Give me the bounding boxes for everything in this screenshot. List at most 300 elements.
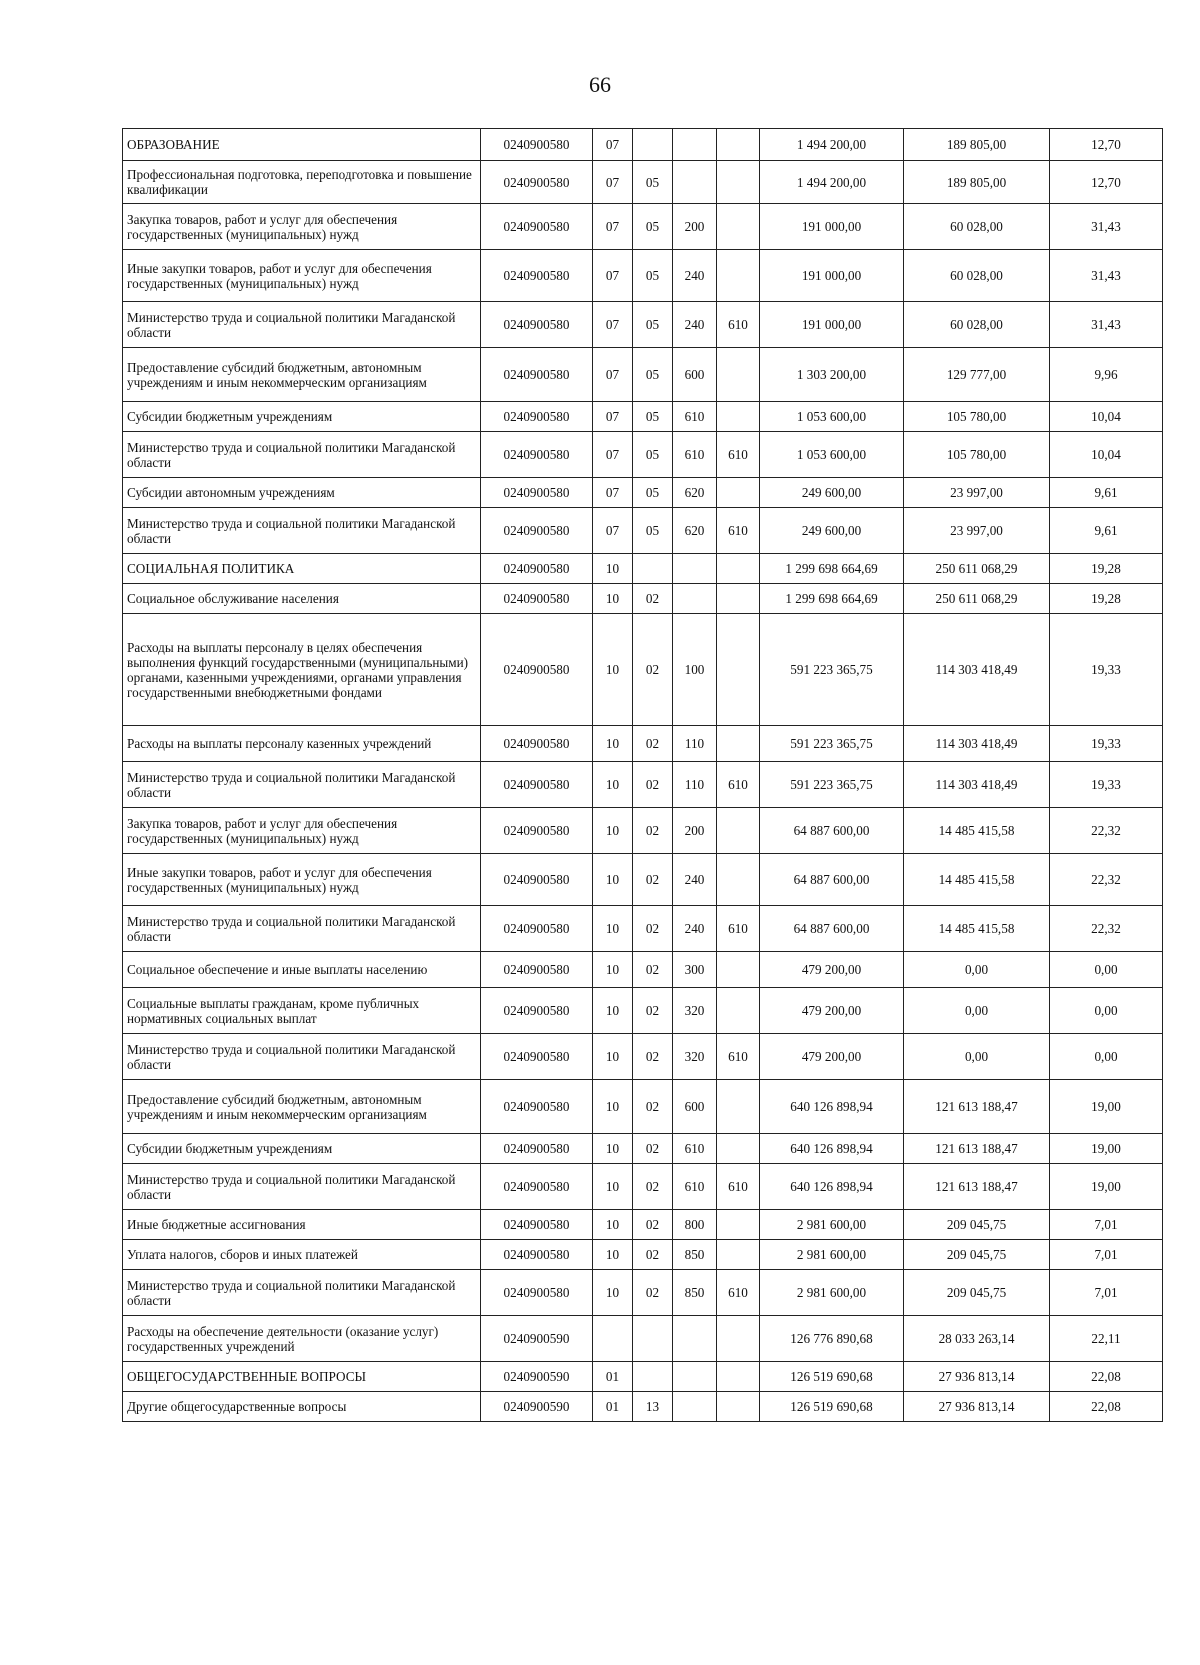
row-execution-percent-cell: 22,32 xyxy=(1050,854,1163,906)
row-executed-amount-cell: 129 777,00 xyxy=(904,348,1050,402)
page-number: 66 xyxy=(589,72,611,97)
row-target-code-cell: 0240900580 xyxy=(481,161,593,204)
row-executed-amount-cell: 209 045,75 xyxy=(904,1240,1050,1270)
row-expense-type-cell: 320 xyxy=(673,988,717,1034)
row-executed-amount-cell: 0,00 xyxy=(904,1034,1050,1080)
row-expense-type-cell: 610 xyxy=(673,402,717,432)
table-row xyxy=(123,302,1163,348)
row-target-code-cell: 0240900580 xyxy=(481,302,593,348)
row-expense-type-cell: 850 xyxy=(673,1270,717,1316)
table-row xyxy=(123,952,1163,988)
row-executed-amount-cell: 189 805,00 xyxy=(904,161,1050,204)
row-target-code-cell: 0240900580 xyxy=(481,808,593,854)
row-administrator-cell xyxy=(717,1392,760,1422)
row-execution-percent-cell: 10,04 xyxy=(1050,402,1163,432)
row-section-cell: 07 xyxy=(593,204,633,250)
row-approved-amount-cell: 249 600,00 xyxy=(760,478,904,508)
row-section-cell: 10 xyxy=(593,1240,633,1270)
row-name-cell: Социальные выплаты гражданам, кроме публичных нормативных социальных выплат xyxy=(123,988,481,1034)
row-executed-amount-cell: 0,00 xyxy=(904,988,1050,1034)
row-executed-amount-cell: 0,00 xyxy=(904,952,1050,988)
row-expense-type-cell: 620 xyxy=(673,478,717,508)
row-execution-percent-cell: 10,04 xyxy=(1050,432,1163,478)
row-target-code-cell: 0240900580 xyxy=(481,1034,593,1080)
table-row xyxy=(123,1316,1163,1362)
row-approved-amount-cell: 1 494 200,00 xyxy=(760,161,904,204)
row-section-cell: 07 xyxy=(593,161,633,204)
row-target-code-cell: 0240900580 xyxy=(481,554,593,584)
row-name-cell: ОБРАЗОВАНИЕ xyxy=(123,129,481,161)
row-approved-amount-cell: 126 519 690,68 xyxy=(760,1362,904,1392)
table-row xyxy=(123,1080,1163,1134)
row-executed-amount-cell: 28 033 263,14 xyxy=(904,1316,1050,1362)
table-row xyxy=(123,348,1163,402)
row-name-cell: Предоставление субсидий бюджетным, автономным учреждениям и иным некоммерческим организациям xyxy=(123,1080,481,1134)
row-execution-percent-cell: 19,28 xyxy=(1050,584,1163,614)
row-target-code-cell: 0240900580 xyxy=(481,1270,593,1316)
row-administrator-cell xyxy=(717,129,760,161)
row-subsection-cell: 05 xyxy=(633,432,673,478)
row-approved-amount-cell: 1 303 200,00 xyxy=(760,348,904,402)
row-name-cell: Иные закупки товаров, работ и услуг для обеспечения государственных (муниципальных) нужд xyxy=(123,854,481,906)
table-row xyxy=(123,508,1163,554)
row-expense-type-cell: 240 xyxy=(673,854,717,906)
row-expense-type-cell: 620 xyxy=(673,508,717,554)
row-administrator-cell xyxy=(717,478,760,508)
row-expense-type-cell: 240 xyxy=(673,302,717,348)
row-executed-amount-cell: 114 303 418,49 xyxy=(904,614,1050,726)
row-section-cell: 10 xyxy=(593,1080,633,1134)
row-approved-amount-cell: 126 776 890,68 xyxy=(760,1316,904,1362)
row-expense-type-cell xyxy=(673,1392,717,1422)
row-subsection-cell: 02 xyxy=(633,1240,673,1270)
row-section-cell: 10 xyxy=(593,952,633,988)
row-expense-type-cell xyxy=(673,584,717,614)
row-expense-type-cell: 850 xyxy=(673,1240,717,1270)
row-execution-percent-cell: 22,08 xyxy=(1050,1362,1163,1392)
row-expense-type-cell xyxy=(673,161,717,204)
row-execution-percent-cell: 22,32 xyxy=(1050,808,1163,854)
row-executed-amount-cell: 23 997,00 xyxy=(904,508,1050,554)
row-target-code-cell: 0240900580 xyxy=(481,988,593,1034)
row-expense-type-cell: 800 xyxy=(673,1210,717,1240)
row-subsection-cell: 02 xyxy=(633,1210,673,1240)
row-target-code-cell: 0240900580 xyxy=(481,204,593,250)
row-target-code-cell: 0240900580 xyxy=(481,1210,593,1240)
row-expense-type-cell xyxy=(673,129,717,161)
row-execution-percent-cell: 19,33 xyxy=(1050,614,1163,726)
row-execution-percent-cell: 12,70 xyxy=(1050,129,1163,161)
row-execution-percent-cell: 31,43 xyxy=(1050,204,1163,250)
table-row xyxy=(123,906,1163,952)
row-administrator-cell xyxy=(717,854,760,906)
table-row xyxy=(123,614,1163,726)
row-administrator-cell xyxy=(717,808,760,854)
row-approved-amount-cell: 591 223 365,75 xyxy=(760,726,904,762)
row-subsection-cell: 02 xyxy=(633,762,673,808)
budget-table xyxy=(122,128,1163,1422)
row-expense-type-cell: 200 xyxy=(673,808,717,854)
row-execution-percent-cell: 19,00 xyxy=(1050,1164,1163,1210)
row-execution-percent-cell: 7,01 xyxy=(1050,1270,1163,1316)
row-execution-percent-cell: 9,61 xyxy=(1050,508,1163,554)
row-execution-percent-cell: 7,01 xyxy=(1050,1210,1163,1240)
row-name-cell: Расходы на выплаты персоналу казенных учреждений xyxy=(123,726,481,762)
table-row xyxy=(123,432,1163,478)
row-subsection-cell: 05 xyxy=(633,161,673,204)
row-section-cell: 10 xyxy=(593,1210,633,1240)
row-name-cell: Министерство труда и социальной политики Магаданской области xyxy=(123,906,481,952)
row-administrator-cell xyxy=(717,161,760,204)
row-executed-amount-cell: 14 485 415,58 xyxy=(904,808,1050,854)
row-target-code-cell: 0240900580 xyxy=(481,726,593,762)
row-approved-amount-cell: 640 126 898,94 xyxy=(760,1134,904,1164)
row-expense-type-cell: 320 xyxy=(673,1034,717,1080)
row-expense-type-cell: 610 xyxy=(673,1134,717,1164)
row-executed-amount-cell: 27 936 813,14 xyxy=(904,1392,1050,1422)
table-row xyxy=(123,204,1163,250)
row-section-cell: 01 xyxy=(593,1362,633,1392)
row-name-cell: Закупка товаров, работ и услуг для обеспечения государственных (муниципальных) нужд xyxy=(123,204,481,250)
row-section-cell: 10 xyxy=(593,554,633,584)
row-executed-amount-cell: 189 805,00 xyxy=(904,129,1050,161)
row-executed-amount-cell: 114 303 418,49 xyxy=(904,726,1050,762)
row-name-cell: ОБЩЕГОСУДАРСТВЕННЫЕ ВОПРОСЫ xyxy=(123,1362,481,1392)
row-subsection-cell: 02 xyxy=(633,854,673,906)
table-row xyxy=(123,1392,1163,1422)
table-row xyxy=(123,1210,1163,1240)
row-subsection-cell xyxy=(633,129,673,161)
row-approved-amount-cell: 591 223 365,75 xyxy=(760,614,904,726)
row-executed-amount-cell: 60 028,00 xyxy=(904,302,1050,348)
row-subsection-cell: 02 xyxy=(633,906,673,952)
row-name-cell: Министерство труда и социальной политики Магаданской области xyxy=(123,762,481,808)
row-execution-percent-cell: 0,00 xyxy=(1050,988,1163,1034)
table-row xyxy=(123,1134,1163,1164)
row-approved-amount-cell: 479 200,00 xyxy=(760,1034,904,1080)
row-administrator-cell xyxy=(717,348,760,402)
row-expense-type-cell xyxy=(673,554,717,584)
row-executed-amount-cell: 209 045,75 xyxy=(904,1210,1050,1240)
row-name-cell: Субсидии автономным учреждениям xyxy=(123,478,481,508)
row-execution-percent-cell: 22,08 xyxy=(1050,1392,1163,1422)
row-target-code-cell: 0240900580 xyxy=(481,508,593,554)
row-target-code-cell: 0240900580 xyxy=(481,762,593,808)
row-expense-type-cell: 110 xyxy=(673,762,717,808)
row-approved-amount-cell: 1 299 698 664,69 xyxy=(760,584,904,614)
row-name-cell: Предоставление субсидий бюджетным, автономным учреждениям и иным некоммерческим организациям xyxy=(123,348,481,402)
row-section-cell: 10 xyxy=(593,988,633,1034)
row-target-code-cell: 0240900580 xyxy=(481,478,593,508)
row-administrator-cell xyxy=(717,554,760,584)
row-section-cell: 10 xyxy=(593,614,633,726)
row-approved-amount-cell: 1 299 698 664,69 xyxy=(760,554,904,584)
row-execution-percent-cell: 31,43 xyxy=(1050,302,1163,348)
row-administrator-cell: 610 xyxy=(717,432,760,478)
row-name-cell: Субсидии бюджетным учреждениям xyxy=(123,1134,481,1164)
row-subsection-cell: 05 xyxy=(633,250,673,302)
row-section-cell: 10 xyxy=(593,1134,633,1164)
row-executed-amount-cell: 209 045,75 xyxy=(904,1270,1050,1316)
row-section-cell: 07 xyxy=(593,250,633,302)
row-approved-amount-cell: 126 519 690,68 xyxy=(760,1392,904,1422)
row-name-cell: Уплата налогов, сборов и иных платежей xyxy=(123,1240,481,1270)
row-expense-type-cell: 240 xyxy=(673,906,717,952)
table-row xyxy=(123,808,1163,854)
row-executed-amount-cell: 14 485 415,58 xyxy=(904,854,1050,906)
row-approved-amount-cell: 479 200,00 xyxy=(760,952,904,988)
table-row xyxy=(123,1270,1163,1316)
row-target-code-cell: 0240900580 xyxy=(481,854,593,906)
row-approved-amount-cell: 640 126 898,94 xyxy=(760,1080,904,1134)
row-name-cell: Министерство труда и социальной политики Магаданской области xyxy=(123,302,481,348)
row-administrator-cell xyxy=(717,1080,760,1134)
table-row xyxy=(123,762,1163,808)
row-target-code-cell: 0240900580 xyxy=(481,129,593,161)
row-administrator-cell: 610 xyxy=(717,906,760,952)
table-row xyxy=(123,161,1163,204)
row-execution-percent-cell: 0,00 xyxy=(1050,1034,1163,1080)
row-section-cell: 07 xyxy=(593,402,633,432)
row-executed-amount-cell: 250 611 068,29 xyxy=(904,584,1050,614)
row-executed-amount-cell: 23 997,00 xyxy=(904,478,1050,508)
row-section-cell: 07 xyxy=(593,348,633,402)
table-row xyxy=(123,1240,1163,1270)
row-administrator-cell xyxy=(717,1316,760,1362)
row-subsection-cell xyxy=(633,1362,673,1392)
row-executed-amount-cell: 27 936 813,14 xyxy=(904,1362,1050,1392)
row-section-cell: 10 xyxy=(593,906,633,952)
row-approved-amount-cell: 1 053 600,00 xyxy=(760,432,904,478)
row-subsection-cell: 05 xyxy=(633,204,673,250)
row-section-cell: 07 xyxy=(593,302,633,348)
row-subsection-cell: 02 xyxy=(633,1034,673,1080)
row-target-code-cell: 0240900590 xyxy=(481,1316,593,1362)
row-subsection-cell: 02 xyxy=(633,988,673,1034)
row-section-cell: 10 xyxy=(593,1164,633,1210)
row-subsection-cell: 02 xyxy=(633,614,673,726)
row-approved-amount-cell: 1 494 200,00 xyxy=(760,129,904,161)
table-row xyxy=(123,554,1163,584)
row-subsection-cell: 05 xyxy=(633,508,673,554)
row-execution-percent-cell: 19,00 xyxy=(1050,1080,1163,1134)
row-target-code-cell: 0240900590 xyxy=(481,1392,593,1422)
row-name-cell: Министерство труда и социальной политики Магаданской области xyxy=(123,1034,481,1080)
row-name-cell: Министерство труда и социальной политики Магаданской области xyxy=(123,508,481,554)
row-executed-amount-cell: 105 780,00 xyxy=(904,432,1050,478)
row-section-cell: 10 xyxy=(593,1034,633,1080)
table-row xyxy=(123,1362,1163,1392)
row-section-cell: 10 xyxy=(593,584,633,614)
row-execution-percent-cell: 19,33 xyxy=(1050,762,1163,808)
row-approved-amount-cell: 64 887 600,00 xyxy=(760,854,904,906)
row-executed-amount-cell: 121 613 188,47 xyxy=(904,1080,1050,1134)
row-name-cell: Социальное обслуживание населения xyxy=(123,584,481,614)
row-execution-percent-cell: 9,61 xyxy=(1050,478,1163,508)
row-expense-type-cell xyxy=(673,1316,717,1362)
row-name-cell: Министерство труда и социальной политики Магаданской области xyxy=(123,1270,481,1316)
row-approved-amount-cell: 64 887 600,00 xyxy=(760,808,904,854)
row-executed-amount-cell: 114 303 418,49 xyxy=(904,762,1050,808)
row-target-code-cell: 0240900580 xyxy=(481,402,593,432)
row-expense-type-cell: 600 xyxy=(673,348,717,402)
row-administrator-cell xyxy=(717,402,760,432)
table-row xyxy=(123,854,1163,906)
row-target-code-cell: 0240900580 xyxy=(481,952,593,988)
row-name-cell: Расходы на обеспечение деятельности (оказание услуг) государственных учреждений xyxy=(123,1316,481,1362)
row-section-cell: 10 xyxy=(593,1270,633,1316)
row-section-cell: 10 xyxy=(593,726,633,762)
row-section-cell: 07 xyxy=(593,508,633,554)
row-name-cell: Субсидии бюджетным учреждениям xyxy=(123,402,481,432)
row-administrator-cell: 610 xyxy=(717,1270,760,1316)
row-target-code-cell: 0240900580 xyxy=(481,1240,593,1270)
row-expense-type-cell: 200 xyxy=(673,204,717,250)
row-name-cell: Закупка товаров, работ и услуг для обеспечения государственных (муниципальных) нужд xyxy=(123,808,481,854)
row-name-cell: Профессиональная подготовка, переподготовка и повышение квалификации xyxy=(123,161,481,204)
table-row xyxy=(123,1164,1163,1210)
row-target-code-cell: 0240900580 xyxy=(481,1134,593,1164)
row-subsection-cell: 05 xyxy=(633,402,673,432)
row-administrator-cell xyxy=(717,1134,760,1164)
row-target-code-cell: 0240900580 xyxy=(481,584,593,614)
row-approved-amount-cell: 2 981 600,00 xyxy=(760,1270,904,1316)
row-approved-amount-cell: 479 200,00 xyxy=(760,988,904,1034)
row-approved-amount-cell: 191 000,00 xyxy=(760,302,904,348)
row-approved-amount-cell: 191 000,00 xyxy=(760,204,904,250)
row-execution-percent-cell: 22,11 xyxy=(1050,1316,1163,1362)
row-executed-amount-cell: 250 611 068,29 xyxy=(904,554,1050,584)
row-administrator-cell xyxy=(717,952,760,988)
row-target-code-cell: 0240900580 xyxy=(481,906,593,952)
table-row xyxy=(123,402,1163,432)
row-target-code-cell: 0240900580 xyxy=(481,614,593,726)
row-approved-amount-cell: 2 981 600,00 xyxy=(760,1210,904,1240)
row-expense-type-cell: 240 xyxy=(673,250,717,302)
row-approved-amount-cell: 1 053 600,00 xyxy=(760,402,904,432)
row-subsection-cell: 02 xyxy=(633,808,673,854)
row-expense-type-cell: 610 xyxy=(673,1164,717,1210)
row-administrator-cell: 610 xyxy=(717,302,760,348)
row-execution-percent-cell: 9,96 xyxy=(1050,348,1163,402)
row-administrator-cell xyxy=(717,1210,760,1240)
row-approved-amount-cell: 64 887 600,00 xyxy=(760,906,904,952)
row-name-cell: Иные закупки товаров, работ и услуг для обеспечения государственных (муниципальных) нужд xyxy=(123,250,481,302)
row-expense-type-cell: 100 xyxy=(673,614,717,726)
row-subsection-cell: 02 xyxy=(633,1270,673,1316)
row-approved-amount-cell: 2 981 600,00 xyxy=(760,1240,904,1270)
row-subsection-cell: 02 xyxy=(633,952,673,988)
table-row xyxy=(123,726,1163,762)
table-row xyxy=(123,584,1163,614)
row-executed-amount-cell: 14 485 415,58 xyxy=(904,906,1050,952)
row-administrator-cell xyxy=(717,988,760,1034)
row-subsection-cell: 13 xyxy=(633,1392,673,1422)
row-execution-percent-cell: 19,28 xyxy=(1050,554,1163,584)
row-expense-type-cell xyxy=(673,1362,717,1392)
row-approved-amount-cell: 249 600,00 xyxy=(760,508,904,554)
row-target-code-cell: 0240900580 xyxy=(481,250,593,302)
row-subsection-cell: 05 xyxy=(633,302,673,348)
row-name-cell: Иные бюджетные ассигнования xyxy=(123,1210,481,1240)
row-execution-percent-cell: 12,70 xyxy=(1050,161,1163,204)
row-executed-amount-cell: 105 780,00 xyxy=(904,402,1050,432)
row-section-cell xyxy=(593,1316,633,1362)
row-administrator-cell: 610 xyxy=(717,1164,760,1210)
row-administrator-cell xyxy=(717,726,760,762)
row-section-cell: 10 xyxy=(593,762,633,808)
row-execution-percent-cell: 19,33 xyxy=(1050,726,1163,762)
row-target-code-cell: 0240900580 xyxy=(481,432,593,478)
row-name-cell: Социальное обеспечение и иные выплаты населению xyxy=(123,952,481,988)
row-target-code-cell: 0240900580 xyxy=(481,1164,593,1210)
row-administrator-cell xyxy=(717,204,760,250)
row-target-code-cell: 0240900580 xyxy=(481,1080,593,1134)
row-administrator-cell: 610 xyxy=(717,762,760,808)
row-subsection-cell xyxy=(633,554,673,584)
row-executed-amount-cell: 121 613 188,47 xyxy=(904,1164,1050,1210)
row-execution-percent-cell: 7,01 xyxy=(1050,1240,1163,1270)
row-execution-percent-cell: 31,43 xyxy=(1050,250,1163,302)
row-subsection-cell: 02 xyxy=(633,1134,673,1164)
row-administrator-cell xyxy=(717,614,760,726)
row-approved-amount-cell: 591 223 365,75 xyxy=(760,762,904,808)
row-expense-type-cell: 610 xyxy=(673,432,717,478)
row-subsection-cell xyxy=(633,1316,673,1362)
row-administrator-cell xyxy=(717,1240,760,1270)
row-execution-percent-cell: 22,32 xyxy=(1050,906,1163,952)
row-subsection-cell: 05 xyxy=(633,348,673,402)
table-row xyxy=(123,250,1163,302)
row-section-cell: 07 xyxy=(593,478,633,508)
row-subsection-cell: 05 xyxy=(633,478,673,508)
row-expense-type-cell: 110 xyxy=(673,726,717,762)
row-approved-amount-cell: 191 000,00 xyxy=(760,250,904,302)
row-name-cell: Министерство труда и социальной политики Магаданской области xyxy=(123,432,481,478)
row-executed-amount-cell: 60 028,00 xyxy=(904,250,1050,302)
row-subsection-cell: 02 xyxy=(633,1164,673,1210)
row-section-cell: 10 xyxy=(593,808,633,854)
row-administrator-cell: 610 xyxy=(717,1034,760,1080)
row-expense-type-cell: 300 xyxy=(673,952,717,988)
row-name-cell: Расходы на выплаты персоналу в целях обеспечения выполнения функций государственными (муниципальными) органами, казенными учреждениями, органами управления государственными внебюджетными фондами xyxy=(123,614,481,726)
row-executed-amount-cell: 60 028,00 xyxy=(904,204,1050,250)
row-subsection-cell: 02 xyxy=(633,1080,673,1134)
row-section-cell: 10 xyxy=(593,854,633,906)
row-expense-type-cell: 600 xyxy=(673,1080,717,1134)
table-row xyxy=(123,988,1163,1034)
row-name-cell: СОЦИАЛЬНАЯ ПОЛИТИКА xyxy=(123,554,481,584)
row-section-cell: 07 xyxy=(593,129,633,161)
row-administrator-cell xyxy=(717,584,760,614)
row-executed-amount-cell: 121 613 188,47 xyxy=(904,1134,1050,1164)
row-approved-amount-cell: 640 126 898,94 xyxy=(760,1164,904,1210)
row-section-cell: 07 xyxy=(593,432,633,478)
row-subsection-cell: 02 xyxy=(633,726,673,762)
row-target-code-cell: 0240900590 xyxy=(481,1362,593,1392)
row-name-cell: Другие общегосударственные вопросы xyxy=(123,1392,481,1422)
row-subsection-cell: 02 xyxy=(633,584,673,614)
row-execution-percent-cell: 19,00 xyxy=(1050,1134,1163,1164)
row-administrator-cell: 610 xyxy=(717,508,760,554)
row-name-cell: Министерство труда и социальной политики Магаданской области xyxy=(123,1164,481,1210)
table-row xyxy=(123,1034,1163,1080)
row-execution-percent-cell: 0,00 xyxy=(1050,952,1163,988)
table-row xyxy=(123,478,1163,508)
row-administrator-cell xyxy=(717,1362,760,1392)
table-row xyxy=(123,129,1163,161)
row-target-code-cell: 0240900580 xyxy=(481,348,593,402)
